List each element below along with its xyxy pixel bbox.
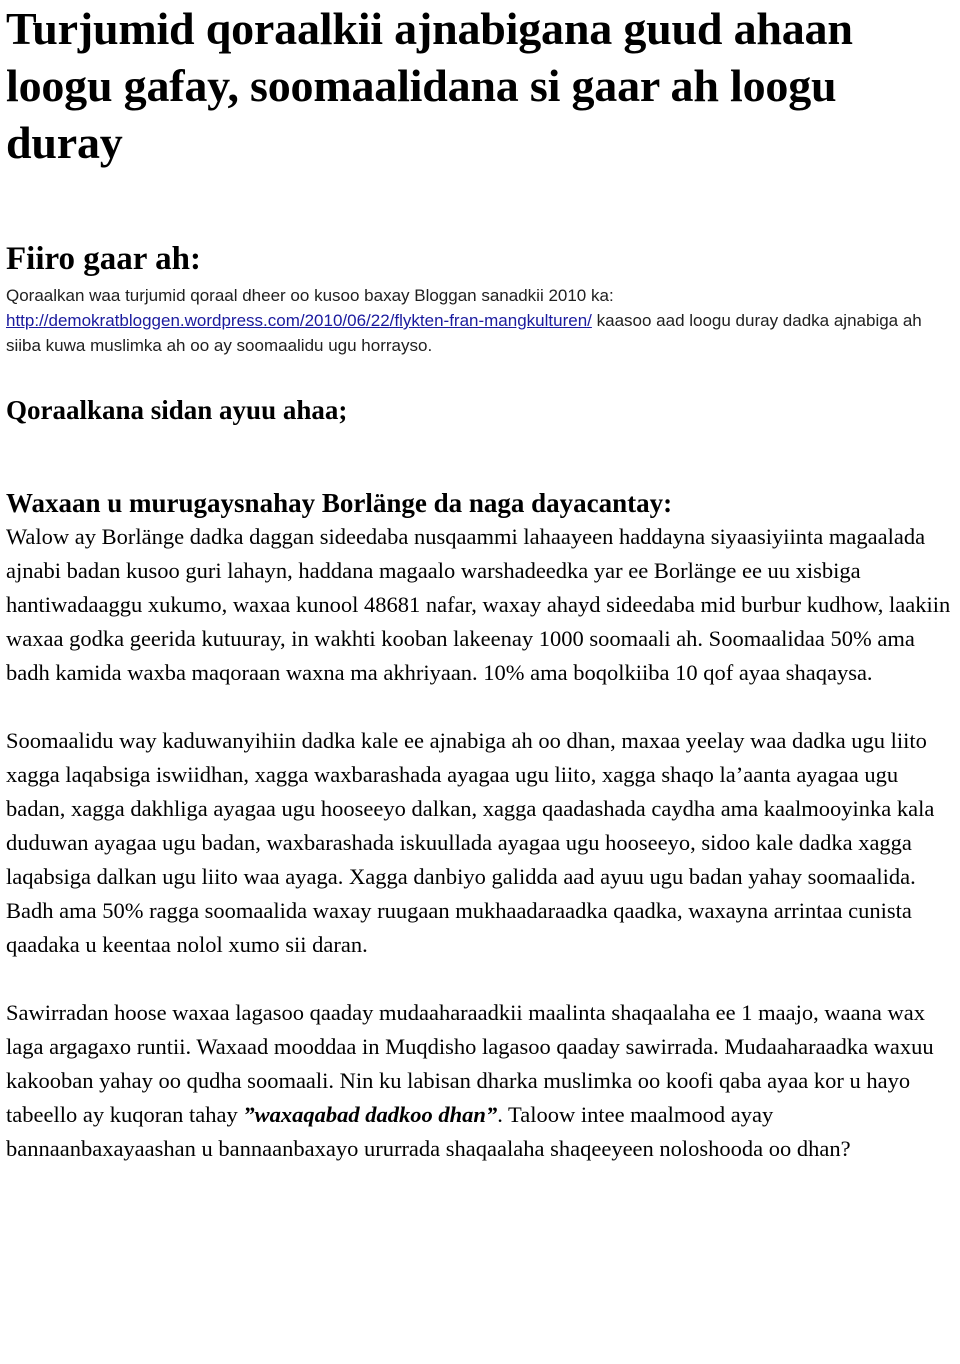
note-after-link: kaasoo aad loogu duray dadka ajnabiga ah siiba kuwa muslimka ah oo ay soomaalidu ugu horrayso. [6, 311, 922, 355]
paragraph-3-ending: . Taloow intee maalmood ayay bannaanbaxayaashan u bannaanbaxayo ururrada shaqaalaha shaqeeyeen noloshooda oo dhan? [6, 1102, 851, 1161]
page-title: Turjumid qoraalkii ajnabigana guud ahaan loogu gafay, soomaalidana si gaar ah loogu duray [6, 3, 853, 168]
note-heading: Fiiro gaar ah: [6, 241, 201, 277]
note-intro: Qoraalkan waa turjumid qoraal dheer oo kusoo baxay Bloggan sanadkii 2010 ka: [6, 286, 614, 305]
paragraph-3 [6, 996, 958, 1166]
section-heading: Waxaan u murugaysnahay Borlänge da naga dayacantay: [6, 488, 673, 518]
intro-subheading: Qoraalkana sidan ayuu ahaa; [6, 395, 348, 425]
paragraph-3-text: Sawirradan hoose waxaa lagasoo qaaday mudaaharaadkii maalinta shaqaalaha ee 1 maajo, waana wax laga argagaxo runtii. Waxaad mooddaa in Muqdisho lagasoo qaaday sawirrada. Mudaaharaadka waxuu kakooban yahay oo qudha soomaali. Nin ku labisan dharka muslimka oo koofi qaba ayaa kor u hayo tabeello ay kuqoran tahay [6, 1000, 934, 1127]
source-link[interactable]: http://demokratbloggen.wordpress.com/2010/06/22/flykten-fran-mangkulturen/ [6, 311, 592, 330]
paragraph-1: Walow ay Borlänge dadka daggan sideedaba nusqaammi lahaayeen haddayna siyaasiyiinta magaalada ajnabi badan kusoo guri lahayn, haddana magaalo warshadeedka yar ee Borlänge ee uu xisbiga hantiwadaaggu xukumo, waxaa kunool 48681 nafar, waxay ahayd sideedaba mid burbur kudhow, laakiin waxaa godka geerida kutuuray, in wakhti kooban lakeenay 1000 soomaali ah. Soomaalidaa 50% ama badh kamida waxba maqoraan waxna ma akhriyaan. 10% ama boqolkiiba 10 qof ayaa shaqaysa. [6, 524, 951, 685]
note-text [6, 283, 958, 358]
quoted-slogan: ”waxaqabad dadkoo dhan” [243, 1102, 498, 1127]
document-page [6, 0, 958, 1166]
paragraph-2: Soomaalidu way kaduwanyihiin dadka kale ee ajnabiga ah oo dhan, maxaa yeelay waa dadka ugu liito xagga laqabsiga iswiidhan, xagga waxbarashada ayagaa ugu liito, xagga shaqo la’aanta ayagaa ugu badan, xagga dakhliga ayagaa ugu hooseeyo dalkan, xagga qaadashada caydha ama kaalmooyinka kala duduwan ayagaa ugu badan, waxbarashada iskuullada ayagaa ugu hooseeyo, sidoo kale dadka xagga laqabsiga dalkan ugu liito waa ayaga. Xagga danbiyo galidda aad ayuu ugu badan yahay soomaalida. Badh ama 50% ragga soomaalida waxay ruugaan mukhaadaraadka qaadka, waxayna arrintaa cunista qaadaka u keentaa nolol xumo sii daran. [6, 728, 935, 957]
